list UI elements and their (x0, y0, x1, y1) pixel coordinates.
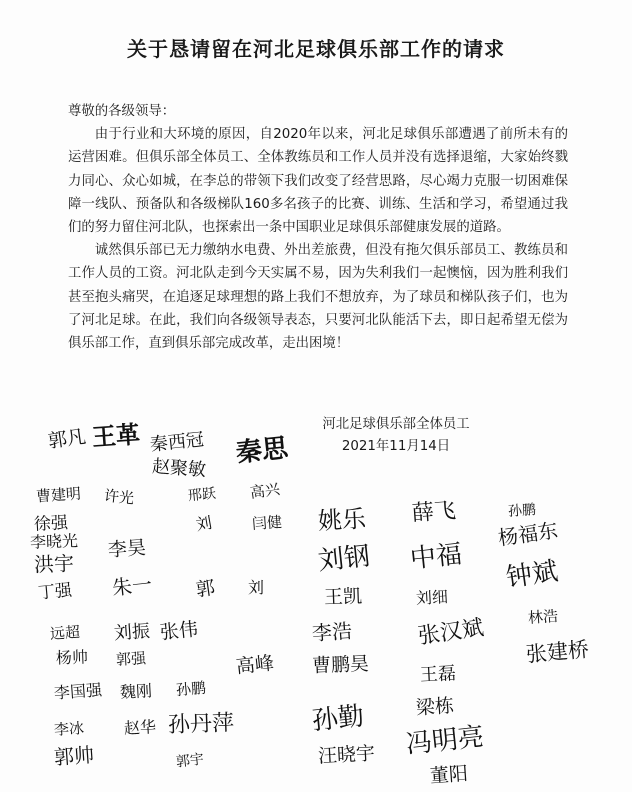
signature: 洪宇 (33, 551, 75, 577)
paragraph-1: 由于行业和大环境的原因，自2020年以来，河北足球俱乐部遭遇了前所未有的运营困难。但俱乐部全体员工、全体教练员和工作人员并没有选择退缩，大家始终戮力同心、众心如城，在李总的带领下我们改变了经营思路，尽心竭力克服一切困难保障一线队、预备队和各级梯队160多名孩子的比赛、训练、生活和学习，希望通过我们的努力留住河北队，也探索出一条中国职业足球俱乐部健康发展的道路。 (68, 127, 568, 236)
signature: 魏刚 (119, 681, 153, 702)
signature: 李晓光 (29, 531, 79, 552)
signature: 中福 (408, 539, 464, 575)
paragraph-2: 诚然俱乐部已无力缴纳水电费、外出差旅费，但没有拖欠俱乐部员工、教练员和工作人员的工资。河北队走到今天实属不易，因为失利我们一起懊恼，因为胜利我们甚至抱头痛哭，在追逐足球理想的路上我们不想放弃，为了球员和梯队孩子们，也为了河北足球。在此，我们向各级领导表态，只要河北队能活下去，即日起希望无偿为俱乐部工作，直到俱乐部完成改革，走出困境！ (68, 243, 568, 352)
signature: 李冰 (53, 718, 85, 740)
signature: 远超 (49, 622, 81, 644)
signature: 闫健 (251, 512, 283, 534)
signature: 许光 (103, 486, 135, 508)
signature: 郭强 (115, 649, 147, 669)
signature: 徐强 (33, 513, 69, 535)
signature: 赵华 (123, 717, 157, 738)
signature: 刘钢 (316, 541, 372, 577)
signature: 曹建明 (35, 484, 82, 506)
signature: 王革 (91, 419, 141, 452)
signature: 林浩 (527, 606, 559, 628)
signature: 孙鹏 (507, 502, 537, 520)
signature: 朱一 (110, 571, 154, 601)
signature: 郭帅 (53, 742, 95, 770)
signature: 秦思 (234, 433, 290, 469)
signature: 高峰 (234, 652, 276, 678)
signature: 刘振 (113, 620, 151, 645)
signature: 张伟 (158, 618, 200, 644)
handwritten-signatures (0, 410, 632, 792)
signature: 张汉斌 (416, 615, 486, 650)
signature: 邢跃 (187, 485, 217, 505)
signature: 李昊 (107, 536, 147, 562)
salutation: 尊敬的各级领导： (68, 104, 176, 119)
signature: 汪晓宇 (317, 742, 376, 768)
signature: 姚乐 (317, 504, 367, 536)
signature: 李国强 (53, 680, 103, 703)
signature: 高兴 (248, 480, 282, 503)
signature: 郭凡 (46, 425, 88, 453)
signature: 张建桥 (525, 637, 590, 667)
signature: 郭宇 (175, 751, 205, 771)
signature: 钟斌 (504, 556, 560, 594)
signature: 赵聚敏 (151, 456, 207, 481)
signature: 郭 (194, 576, 217, 602)
signature: 王凯 (323, 585, 363, 609)
signature: 曹鹏昊 (311, 653, 370, 677)
signature: 刘 (194, 512, 214, 535)
signatory: 河北足球俱乐部全体员工 (322, 417, 470, 432)
signature: 李浩 (311, 618, 353, 646)
signature: 薛飞 (411, 498, 457, 527)
signature: 杨帅 (55, 647, 89, 668)
letter-title: 关于恳请留在河北足球俱乐部工作的请求 (127, 37, 505, 61)
signature: 秦西冠 (148, 429, 205, 456)
signature: 丁强 (37, 580, 73, 604)
signature: 杨福东 (496, 517, 560, 551)
signature: 孙勤 (310, 701, 366, 737)
signature: 王磊 (419, 663, 457, 686)
signature: 冯明亮 (404, 722, 486, 760)
letter-date: 2021年11月14日 (341, 439, 451, 454)
signature: 孙丹萍 (167, 710, 235, 739)
signature: 董阳 (429, 762, 469, 788)
letter-body (68, 100, 568, 355)
signature: 刘细 (415, 587, 449, 608)
signature: 刘 (248, 578, 265, 597)
signature: 梁栋 (415, 694, 455, 720)
signature: 孙鹏 (175, 678, 207, 700)
